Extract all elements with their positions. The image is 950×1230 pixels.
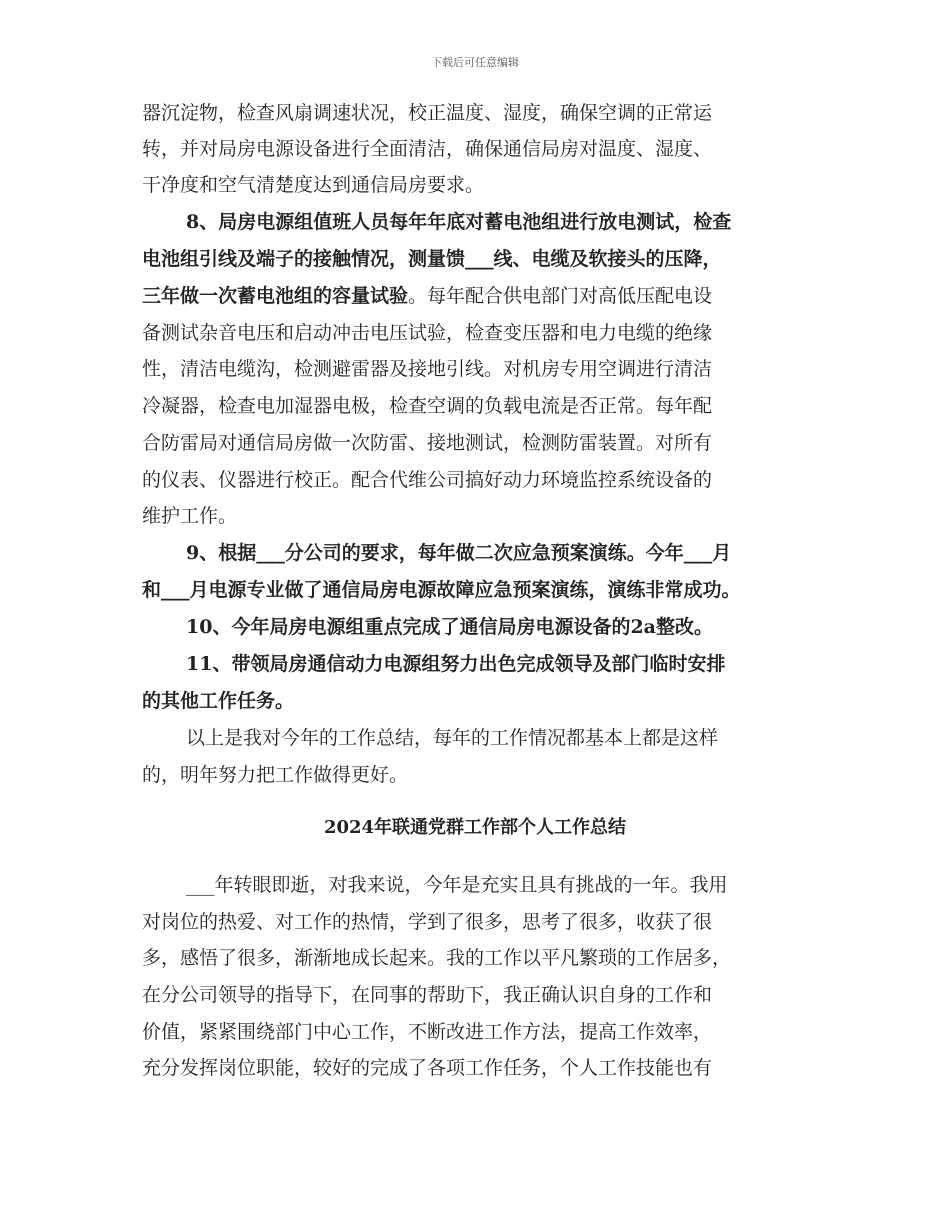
- body-text: 的仪表、仪器进行校正。配合代维公司搞好动力环境监控系统设备的: [142, 469, 713, 491]
- body-text: 性，清洁电缆沟，检测避雷器及接地引线。对机房专用空调进行清洁: [142, 358, 713, 380]
- paragraph-line: [142, 135, 822, 163]
- bold-text: 电池组引线及端子的接触情况，测量馈___线、电缆及软接头的压降，: [142, 248, 722, 270]
- paragraph-line: [142, 724, 866, 752]
- paragraph-line: [142, 1018, 822, 1046]
- paragraph-line: [142, 908, 822, 936]
- paragraph-line: [142, 392, 822, 420]
- paragraph-line: [142, 502, 822, 530]
- bold-text: 的其他工作任务。: [142, 690, 295, 712]
- body-text: 的，明年努力把工作做得更好。: [142, 764, 409, 786]
- body-text: 在分公司领导的指导下，在同事的帮助下，我正确认识自身的工作和: [142, 984, 713, 1006]
- paragraph-line: [142, 687, 822, 715]
- body-text: 。每年配合供电部门对高低压配电设: [408, 285, 713, 307]
- paragraph-line: [142, 539, 866, 567]
- body-text: 干净度和空气清楚度达到通信局房要求。: [142, 174, 485, 196]
- bold-text: 和___月电源专业做了通信局房电源故障应急预案演练，演练非常成功。: [142, 579, 741, 601]
- bold-text: 三年做一次蓄电池组的容量试验: [142, 285, 409, 307]
- paragraph-line: [142, 466, 822, 494]
- body-text: 充分发挥岗位职能，较好的完成了各项工作任务，个人工作技能也有: [142, 1057, 713, 1079]
- paragraph-line: [142, 319, 822, 347]
- body-text: 价值，紧紧围绕部门中心工作，不断改进工作方法，提高工作效率，: [142, 1021, 713, 1043]
- body-text: 维护工作。: [142, 505, 238, 527]
- body-text: 转，并对局房电源设备进行全面清洁，确保通信局房对温度、湿度、: [142, 138, 713, 160]
- page-header: 下载后可任意编辑: [431, 56, 519, 69]
- section-title: 2024年联通党群工作部个人工作总结: [323, 817, 627, 838]
- paragraph-line: [142, 171, 822, 199]
- paragraph-line: [142, 99, 822, 127]
- body-text: 合防雷局对通信局房做一次防雷、接地测试，检测防雷装置。对所有: [142, 432, 713, 454]
- paragraph-line: [142, 576, 822, 604]
- body-text: ___年转眼即逝，对我来说，今年是充实且具有挑战的一年。我用: [186, 874, 728, 896]
- paragraph-line: [142, 1054, 822, 1082]
- body-text: 器沉淀物，检查风扇调速状况，校正温度、湿度，确保空调的正常运: [142, 102, 713, 124]
- paragraph-line: [142, 208, 866, 236]
- bold-text: 11、带领局房通信动力电源组努力出色完成领导及部门临时安排: [186, 653, 726, 675]
- body-text: 备测试杂音电压和启动冲击电压试验，检查变压器和电力电缆的绝缘: [142, 322, 713, 344]
- bold-text: 8、局房电源组值班人员每年年底对蓄电池组进行放电测试，检查: [186, 211, 732, 233]
- paragraph-line: [142, 355, 822, 383]
- paragraph-line: [142, 871, 866, 899]
- body-text: 冷凝器，检查电加湿器电极，检查空调的负载电流是否正常。每年配: [142, 395, 713, 417]
- paragraph-line: [142, 429, 822, 457]
- paragraph-line: [142, 245, 822, 273]
- body-text: 对岗位的热爱、对工作的热情，学到了很多，思考了很多，收获了很: [142, 911, 713, 933]
- paragraph-line: [142, 761, 822, 789]
- paragraph-line: [142, 282, 822, 310]
- body-text: 多，感悟了很多，渐渐地成长起来。我的工作以平凡繁琐的工作居多，: [142, 947, 732, 969]
- bold-text: 10、今年局房电源组重点完成了通信局房电源设备的2a整改。: [186, 616, 713, 638]
- body-text: 以上是我对今年的工作总结，每年的工作情况都基本上都是这样: [186, 727, 719, 749]
- bold-text: 9、根据___分公司的要求，每年做二次应急预案演练。今年___月: [186, 542, 732, 564]
- paragraph-line: [142, 944, 822, 972]
- paragraph-line: [142, 650, 866, 678]
- paragraph-line: [142, 981, 822, 1009]
- paragraph-line: [142, 613, 866, 641]
